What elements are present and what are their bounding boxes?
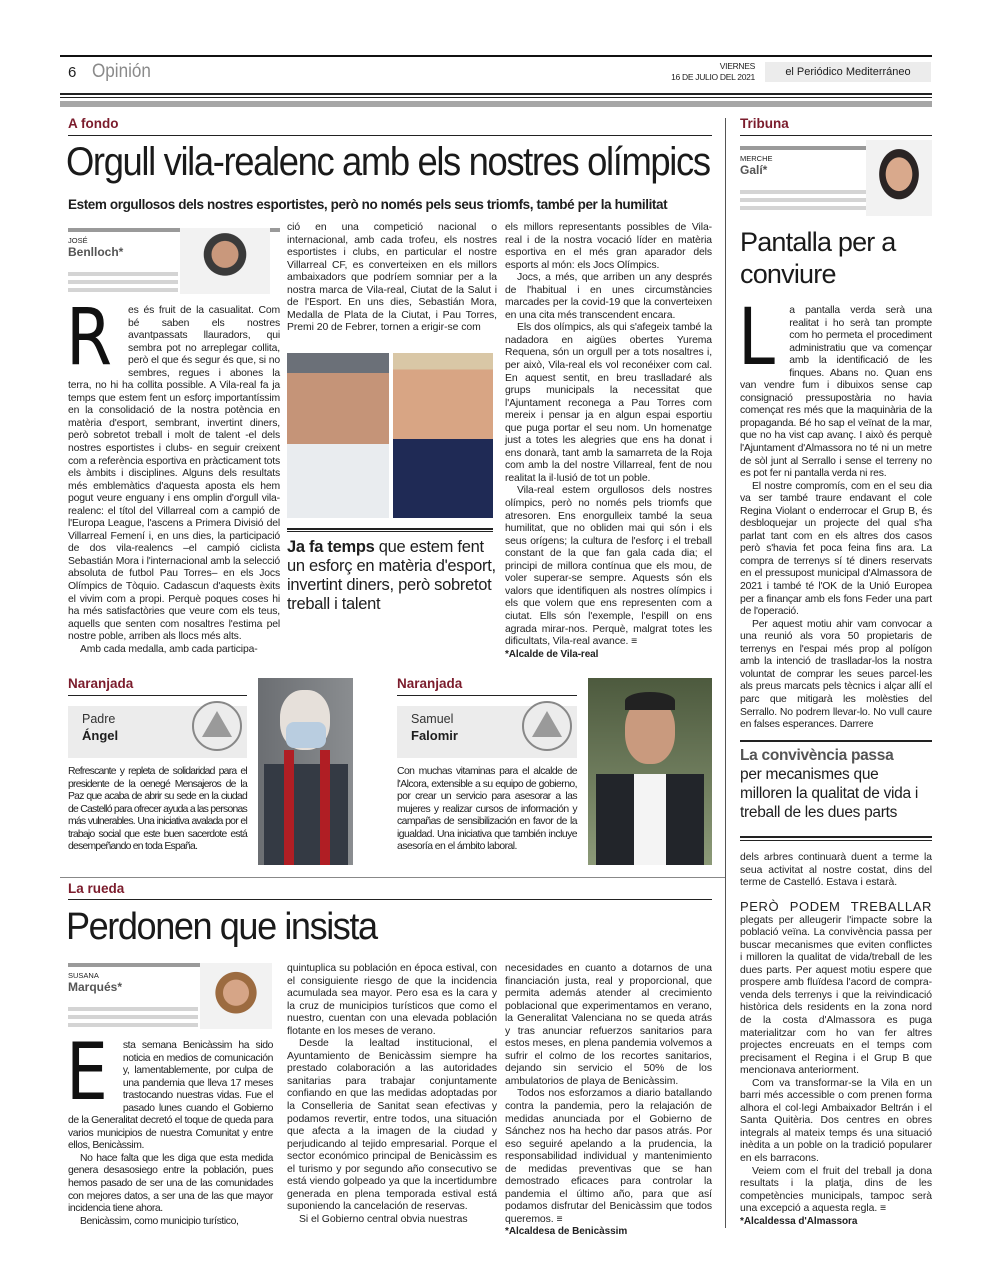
- subtitle: Estem orgullosos dels nostres esportistes, però no només pels seus triomfs, també per la humilitat: [68, 197, 668, 212]
- quote-rule-top: [740, 740, 932, 742]
- pull-quote: [287, 538, 497, 614]
- naranjada-text: Con muchas vitaminas para el alcalde de l'Alcora, extensible a su equipo de gobierno, por crear un servicio para asesorar a las mujeres y realizar cursos de información y campañas de sensibilización en favor de la igualdad. Una iniciativa que también incluye asesoría en el ámbito laboral.: [397, 766, 577, 853]
- drop-cap: L: [738, 293, 775, 383]
- paragraph: Benicàssim, como municipio turístico,: [80, 1215, 239, 1227]
- rueda-column-3: [505, 963, 712, 1239]
- section-title: Opinión: [92, 61, 151, 82]
- headline: Pantalla per a conviure: [740, 227, 896, 289]
- article-column-3: [505, 222, 712, 661]
- page-number: 6: [68, 64, 77, 81]
- section-label-naranjada: Naranjada: [68, 676, 134, 691]
- triangle-up-icon: [192, 701, 242, 751]
- photo-pau-torres: [393, 353, 493, 518]
- first-name: Padre: [82, 712, 116, 726]
- name-box: [68, 706, 247, 758]
- byline: [740, 146, 932, 216]
- rueda-column-2: [287, 963, 497, 1226]
- paragraph: Todos nos esforzamos a diario batallando contra la pandemia, pero la relajación de medidas anunciada por el Gobierno de Sánchez nos ha hecho dar pasos atrás. Por eso seguiré apelando a la prudencia, la responsabilidad individual y mantenimiento de medidas preventivas que se han demostrado eficaces para controlar la pandemia el último año, para que así podamos disfrutar del Benicàssim que todos queremos. ≡: [505, 1088, 712, 1225]
- section-divider: [60, 877, 725, 878]
- author-first-name: JOSÉ: [68, 236, 88, 245]
- byline: [68, 963, 272, 1029]
- paragraph: Si el Gobierno central obvia nuestras: [299, 1213, 468, 1225]
- section-label-a-fondo: A fondo: [68, 116, 119, 131]
- paragraph: els millors representants possibles de Vila-real i de la nostra vocació líder en matèria esportiva en el més gran aparador dels esports al món: els Jocs Olímpics.: [505, 222, 712, 271]
- article-column-1: [66, 293, 280, 656]
- end-mark: ≡: [553, 1213, 563, 1225]
- paragraph: dels arbres continuarà duent a terme la seua activitat al nostre costat, dins del terme de Castelló. Estava i estarà.: [740, 852, 932, 889]
- headline: Perdonen que insista: [66, 906, 377, 948]
- last-name: Ángel: [82, 728, 119, 743]
- author-last-name: Galí*: [740, 163, 768, 177]
- naranjada-text: Refrescante y repleta de solidaridad para el presidente de la oenegé Mensajeros de la Paz que acaba de abrir su sede en la ciudad de Castelló para ofrecer ayuda a las personas más vulnerables. Una iniciativa avalada por el trabajo social que este buen sacerdote está desempeñando en toda España.: [68, 766, 247, 853]
- photo-padre-angel: [258, 678, 353, 865]
- paragraph: quintuplica su población en época estival, con el consiguiente riesgo de que la incidencia acumulada sea mayor. Pero esa es la cara y la cruz de municipios turísticos que como el nuestro, cuentan con una elevada población flotante en los meses de verano.: [287, 963, 497, 1037]
- paragraph: Jocs, a més, que arriben un any després de l'habitual i en unes circumstàncies marcades per la covid-19 que la converteixen en una cita més transcendent encara.: [505, 272, 712, 321]
- author-photo: [180, 228, 270, 294]
- author-footnote: *Alcaldesa de Benicàssim: [505, 1226, 628, 1238]
- author-last-name: Benlloch*: [68, 245, 124, 259]
- author-first-name: MERCHE: [740, 154, 773, 163]
- quote-rule-bottom: [740, 836, 932, 841]
- triangle-up-icon: [522, 701, 572, 751]
- paragraph: Amb cada medalla, amb cada participa-: [80, 643, 258, 655]
- author-footnote: *Alcaldessa d'Almassora: [740, 1215, 858, 1227]
- paragraph: No hace falta que les diga que esta medida genera desasosiego entre la población, pues hemos pasado de ser una de las comunidades con mejores datos, a ser una de las que mayor incidencia tiene ahora.: [68, 1152, 273, 1215]
- pull-quote-text: per mecanismes que milloren la qualitat de vida i treball de les dues parts: [740, 766, 918, 821]
- pull-quote-bold: Ja fa temps: [287, 538, 375, 556]
- header-gray-bar: [60, 101, 932, 107]
- paragraph: Com va transformar-se la Vila en un barri més accessible o com prenen forma alhora el col·legi Ambaixador Beltrán i el Santa Quitèria. Dos centres en obres integrals al mateix temps és una situació inèdita a un poble on la tradició popularer en els barracons.: [740, 1077, 932, 1165]
- section-rule: [740, 135, 932, 136]
- paragraph: Desde la lealtad institucional, el Ayuntamiento de Benicàssim siempre ha prestado colaboración a las autoridades sanitarias para trabajar conjuntamente confiando en que las medidas adoptadas por la Conselleria de Sanitat sean efectivas y podamos revertir, entre todos, una situación que afecta a la imagen de la ciudad y perjudicando al tejido empresarial. Porque el sector económico principal de Benicàssim es el turismo y por segundo año consecutivo se está viendo golpeado ya que la incertidumbre generada en plena temporada estival está suponiendo la cancelación de reservas.: [287, 1038, 497, 1213]
- photo-samuel-falomir: [588, 678, 712, 865]
- section-label-la-rueda: La rueda: [68, 881, 125, 896]
- author-photo: [866, 140, 932, 216]
- date-block: [640, 61, 755, 83]
- headline: Orgull vila-realenc amb els nostres olímpics: [66, 140, 710, 184]
- paragraph: es és fruit de la casualitat. Com bé saben els nostres avantpassats llauradors, qui sembra pot no arreplegar collita, però el que és segur és que, si no sembres, regues i abones la terra, no hi ha collita possible. A Vila-real fa ja temps que estem fent un esforç importantíssim en la consolidació de la nostra potència en matèria d'esport, sembrant, invertint diners, però sobretot treball i molt de talent -el dels nostres esportistes i clubs- en seguir creixent com a referència esportiva en pràcticament tots els àmbits i disciplines. Alguns dels resultats més emblemàtics d'aquesta aposta els hem pogut veure enguany i ens omplin d'orgull vila-realenc: el títol del Villarreal com a campió de l'Europa League, l'ascens a Primera Divisió del Villarreal Femení i, en uns dies, la participació de dos vila-realencs –el campió ciclista Sebastián Mora i l'internacional amb la selecció absoluta de futbol Pau Torres– en els Jocs Olímpics de Tòquio. Cadascun d'aquests èxits el vivim com a propi. Perquè poques coses hi ha més satisfactòries que veure com els teus, aquells que senten com nosaltres l'estima pel nostre poble, arriben als llocs més alts.: [68, 305, 280, 643]
- pull-quote: [740, 746, 932, 822]
- naranjada-padre-angel: [68, 676, 353, 866]
- author-footnote: *Alcalde de Vila-real: [505, 648, 599, 660]
- paragraph: Vila-real estem orgullosos dels nostres olímpics, però no només pels triomfs que atresoren. Ens enorgulleix també la seua humilitat, que no obliden mai qui són i els seus orígens; la cultura de l'esforç i el treball constant de la que fan gala cada dia; el principi de millora contínua que els mou, de voler superar-se sempre. Aquests són els valors que identifiquen als nostres olímpics i els que volem que ens representen com a ciutat. Ells són l'exemple, l'espill on ens agrada mirar-nos. Perquè, malgrat totes les dificultats, Vila-real avance. ≡: [505, 485, 712, 648]
- section-label-tribuna: Tribuna: [740, 116, 789, 131]
- end-mark: ≡: [877, 1203, 887, 1215]
- pull-quote-bold: La convivència passa: [740, 747, 894, 764]
- first-name: Samuel: [411, 712, 454, 726]
- last-name: Falomir: [411, 728, 458, 743]
- weekday: VIERNES: [719, 61, 755, 71]
- column-divider: [725, 118, 726, 1228]
- paragraph: a pantalla verda serà una realitat i ho serà tan prompte com ho permeta el procediment administratiu que va començar amb la identificació de les finques. Abans no. Quan ens van vendre fum i dibuixos sense cap consignació pressupostària no havia començat res més que la maquinària de la propaganda. Bé ho sap el veïnat de la mar, que no ha vist cap avanç. I això és perquè l'Ajuntament d'Almassora no té ni un metre de sòl junt al Serrallo i sense el terreny no es pot fer ni pantalla verda ni res.: [740, 305, 932, 480]
- subheading: PERÒ PODEM TREBALLAR: [740, 898, 932, 914]
- newspaper-name: el Periódico Mediterráneo: [765, 62, 931, 82]
- paragraph: sta semana Benicàssim ha sido noticia en medios de comunicación y, lamentablemente, por culpa de una pandemia que lleva 17 meses trastocando nuestras vidas. Fue el pasado lunes cuando el Gobierno de la Generalitat decretó el toque de queda para varios municipios de nuestra Comunitat y entre ellos, Benicàssim.: [68, 1040, 273, 1152]
- naranjada-samuel-falomir: [397, 676, 712, 866]
- drop-cap: E: [66, 1028, 108, 1118]
- paragraph: necesidades en cuanto a dotarnos de una financiación justa, real y proporcional, que permita además atender al crecimiento poblacional que experimentamos en verano, la Generalitat Valenciana no se queda atrás y tras anunciar refuerzos sanitarios para estos meses, en plena pandemia volvemos a sufrir el colmo de los recortes sanitarios, dejando sin servicio el 50% de los ambulatorios de playa de Benicàssim.: [505, 963, 712, 1087]
- paragraph: ció en una competició nacional o internacional, amb cada trofeu, els nostres esportistes i clubs, en particular el nostre Villarreal CF, es converteixen en els millors ambaixadors que podríem somniar per a la nostra marca de Vila-real, Ciutat de la Salut i de l'Esport. En uns dies, Sebastián Mora, Medalla de Plata de la Ciutat, i Pau Torres, Premi 20 de Febrer, tornen a erigir-se com: [287, 222, 497, 334]
- photo-sebastian-mora: [287, 353, 389, 518]
- paragraph: Veiem com el fruit del treball ja dona resultats i la platja, dins de les competències municipals, tampoc serà una excepció a aquesta regla. ≡: [740, 1165, 932, 1215]
- paragraph: Els dos olímpics, als qui s'afegeix també la nadadora en aigües obertes Yurema Requena, són un orgull per a tots nosaltres i, per això, Vila-real els vol reconéixer com cal. En aquest sentit, en breu traslladaré als grups municipals la necessitat que l'Ajuntament reconega a Pau Torres com mereix i pensar ja en algun espai esportiu que puga portar el seu nom. Un homenatge just a totes les alegries que ens ha donat i ens donarà, tant amb la samarreta de la Roja com amb la del nostre Villarreal, fent de nou realitat la il·lusió de tot un poble.: [505, 322, 712, 484]
- quote-rule: [287, 528, 493, 532]
- article-column-2: [287, 222, 497, 335]
- rueda-column-1: [66, 1028, 273, 1228]
- date: 16 DE JULIO DEL 2021: [671, 72, 755, 82]
- top-rule: [60, 55, 932, 57]
- end-mark: ≡: [628, 636, 638, 648]
- header-double-rule: [60, 93, 932, 98]
- section-rule: [68, 899, 712, 900]
- author-photo: [200, 963, 272, 1029]
- section-label-naranjada: Naranjada: [397, 676, 463, 691]
- paragraph: plegats per alleugerir l'impacte sobre la població veïna. La convivència passa per buscar mecanismes que eviten conflictes i milloren la qualitat de vida/treball de les dues parts. Per aquest motiu espere que prospere amb fluïdesa l'acord de compra-venda dels terrenys i que la reivindicació històrica dels residents en la zona nord de la costa d'Almassora es puga materialitzar com ho van fer altres projectes encreuats en el temps com precisament el Regina i el Grup B que mencionava anteriorment.: [740, 914, 932, 1077]
- pull-quote-text: que estem fent un esforç en matèria d'esport, invertint diners, però sobretot treball i talent: [287, 538, 496, 613]
- author-first-name: SUSANA: [68, 971, 99, 980]
- section-rule: [68, 135, 712, 136]
- tribuna-text-2: [740, 852, 932, 1228]
- author-last-name: Marqués*: [68, 980, 123, 994]
- tribuna-text-1: [738, 293, 932, 732]
- name-box: [397, 706, 577, 758]
- drop-cap: R: [66, 293, 112, 383]
- paragraph: Per aquest motiu ahir vam convocar a una reunió als vora 50 propietaris de terrenys en l'espai més prop al polígon amb la intenció de traslladar-los la nostra voluntat de comprar les seues parcel·les als preus marcats pels tècnics i alçar allí el parc que mitigarà les molèsties del Serrallo. No podrem llevar-lo. No vull caure en falses esperances. Darrere: [740, 618, 932, 731]
- paragraph: El nostre compromís, com en el seu dia va ser també traure endavant el cole Regina Violant o enderrocar el Grup B, és desbloquejar un projecte del qual s'ha parlat tant com en els altres dos casos però s'havia fet poca feina fins ara. La compra de terrenys sí té diners reservats en el pressupost municipal d'Almassora de 2021 i també té l'OK de la Unió Europea per a finançar amb els fons Feder una part de l'operació.: [740, 480, 932, 618]
- byline: [68, 228, 280, 294]
